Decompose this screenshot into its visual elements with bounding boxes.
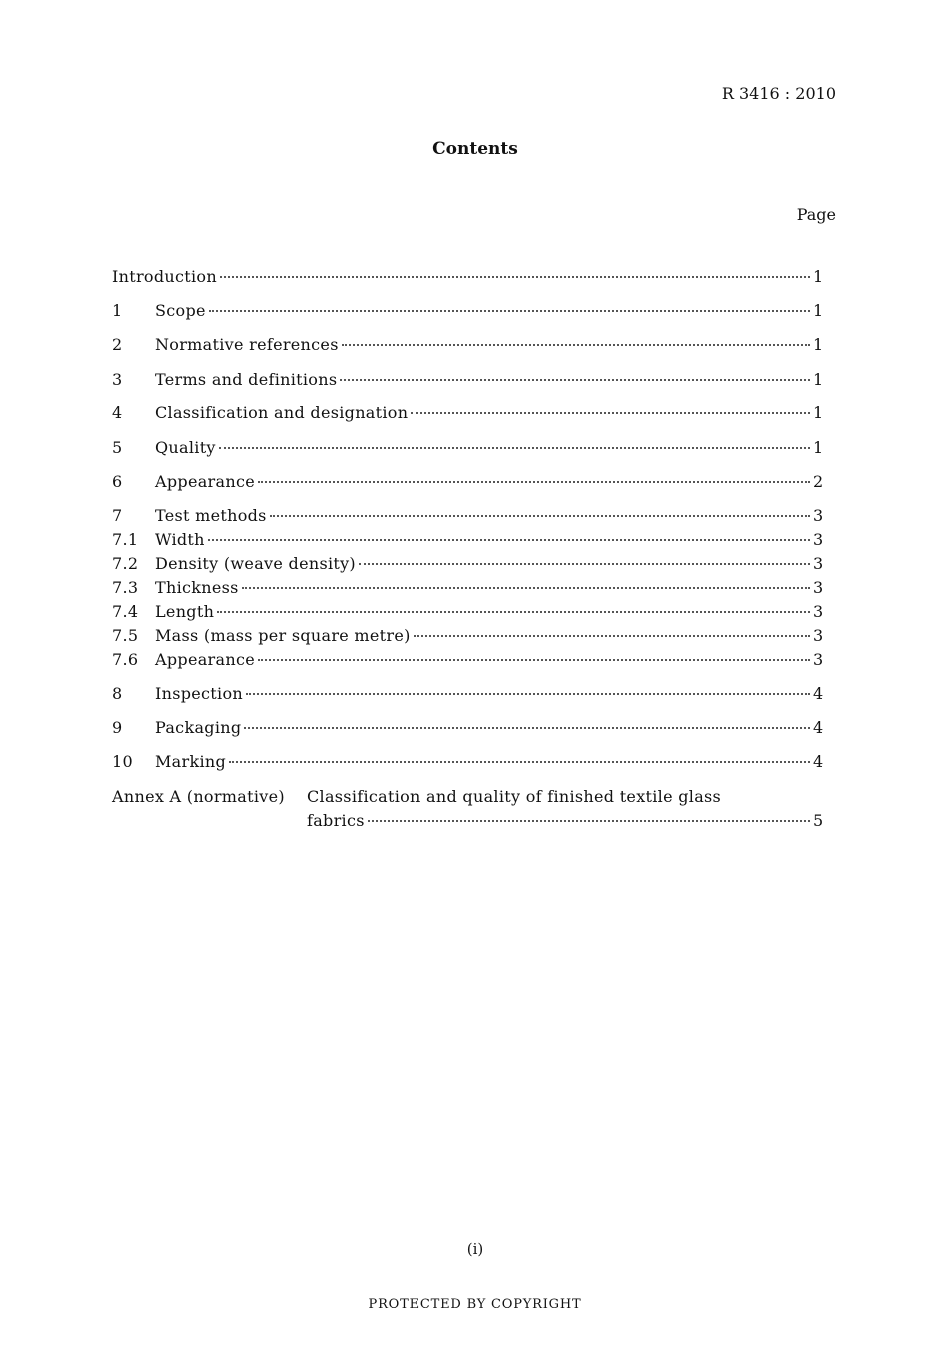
entry-page: 4 xyxy=(813,684,824,703)
entry-page: 4 xyxy=(813,752,824,771)
dot-leader xyxy=(220,276,810,278)
entry-number: 7 xyxy=(112,506,123,525)
entry-page: 3 xyxy=(813,506,824,525)
entry-title: Appearance xyxy=(155,472,255,491)
toc-entry[interactable] xyxy=(112,403,823,425)
document-number: R 3416 : 2010 xyxy=(721,84,836,103)
entry-number: 8 xyxy=(112,684,123,703)
dot-leader xyxy=(258,481,810,483)
entry-page: 1 xyxy=(813,370,824,389)
entry-number: 9 xyxy=(112,718,123,737)
entry-title: Classification and designation xyxy=(155,403,409,422)
toc-entry[interactable] xyxy=(112,602,823,624)
dot-leader xyxy=(359,563,810,565)
dot-leader xyxy=(246,693,810,695)
entry-number: 4 xyxy=(112,403,123,422)
page-title: Contents xyxy=(432,139,518,159)
dot-leader xyxy=(244,727,810,729)
entry-number: 3 xyxy=(112,370,123,389)
toc-entry[interactable] xyxy=(112,530,823,552)
toc-entry[interactable] xyxy=(112,578,823,600)
entry-page: 3 xyxy=(813,650,824,669)
entry-number: 7.5 xyxy=(112,626,139,645)
entry-page: 1 xyxy=(813,403,824,422)
entry-title: Marking xyxy=(155,752,227,771)
entry-page: 3 xyxy=(813,554,824,573)
entry-page: 1 xyxy=(813,267,824,286)
entry-page: 3 xyxy=(813,578,824,597)
entry-number: 6 xyxy=(112,472,123,491)
entry-title: Mass (mass per square metre) xyxy=(155,626,411,645)
entry-page: 1 xyxy=(813,335,824,354)
entry-title: Packaging xyxy=(155,718,242,737)
copyright-notice: PROTECTED BY COPYRIGHT xyxy=(368,1297,582,1312)
dot-leader xyxy=(411,412,810,414)
toc-entry[interactable] xyxy=(112,626,823,648)
entry-title: Length xyxy=(155,602,215,621)
entry-page: 5 xyxy=(813,811,824,830)
dot-leader xyxy=(229,761,810,763)
entry-title: Thickness xyxy=(155,578,239,597)
entry-title: Normative references xyxy=(155,335,339,354)
entry-page: 3 xyxy=(813,602,824,621)
entry-page: 3 xyxy=(813,626,824,645)
entry-title: Density (weave density) xyxy=(155,554,356,573)
toc-entry[interactable] xyxy=(112,370,823,392)
toc-entry[interactable] xyxy=(112,301,823,323)
entry-number: 7.2 xyxy=(112,554,139,573)
dot-leader xyxy=(340,379,810,381)
entry-title: Scope xyxy=(155,301,206,320)
toc-entry[interactable] xyxy=(112,438,823,460)
footer-page-number: (i) xyxy=(466,1240,484,1258)
dot-leader xyxy=(342,344,810,346)
dot-leader xyxy=(209,310,810,312)
entry-number: 2 xyxy=(112,335,123,354)
entry-title: Terms and definitions xyxy=(155,370,338,389)
entry-number: 10 xyxy=(112,752,133,771)
entry-page: 1 xyxy=(813,438,824,457)
toc-entry[interactable] xyxy=(112,718,823,740)
entry-page: 3 xyxy=(813,530,824,549)
dot-leader xyxy=(208,539,810,541)
entry-title: Test methods xyxy=(155,506,267,525)
entry-number: 5 xyxy=(112,438,123,457)
entry-page: 2 xyxy=(813,472,824,491)
annex-title: Classification and quality of finished textile glass xyxy=(307,787,722,806)
toc-entry-annex[interactable] xyxy=(307,811,823,833)
toc-entry[interactable] xyxy=(112,506,823,528)
entry-title: Width xyxy=(155,530,205,549)
dot-leader xyxy=(258,659,810,661)
toc-entry[interactable] xyxy=(112,752,823,774)
annex-label: Annex A (normative) xyxy=(112,787,285,806)
entry-title: fabrics xyxy=(307,811,365,830)
dot-leader xyxy=(217,611,810,613)
toc-entry[interactable] xyxy=(112,554,823,576)
entry-title: Appearance xyxy=(155,650,255,669)
dot-leader xyxy=(368,820,810,822)
toc-entry[interactable] xyxy=(112,267,823,289)
toc-entry[interactable] xyxy=(112,684,823,706)
dot-leader xyxy=(219,447,810,449)
entry-title: Quality xyxy=(155,438,216,457)
dot-leader xyxy=(414,635,810,637)
entry-page: 1 xyxy=(813,301,824,320)
entry-page: 4 xyxy=(813,718,824,737)
entry-number: 7.6 xyxy=(112,650,139,669)
toc-entry[interactable] xyxy=(112,650,823,672)
entry-title: Introduction xyxy=(112,267,217,286)
page-column-label: Page xyxy=(796,205,836,224)
entry-number: 1 xyxy=(112,301,123,320)
entry-number: 7.4 xyxy=(112,602,139,621)
entry-number: 7.1 xyxy=(112,530,139,549)
dot-leader xyxy=(242,587,810,589)
entry-number: 7.3 xyxy=(112,578,139,597)
toc-entry[interactable] xyxy=(112,335,823,357)
toc-entry[interactable] xyxy=(112,472,823,494)
dot-leader xyxy=(270,515,810,517)
entry-title: Inspection xyxy=(155,684,243,703)
